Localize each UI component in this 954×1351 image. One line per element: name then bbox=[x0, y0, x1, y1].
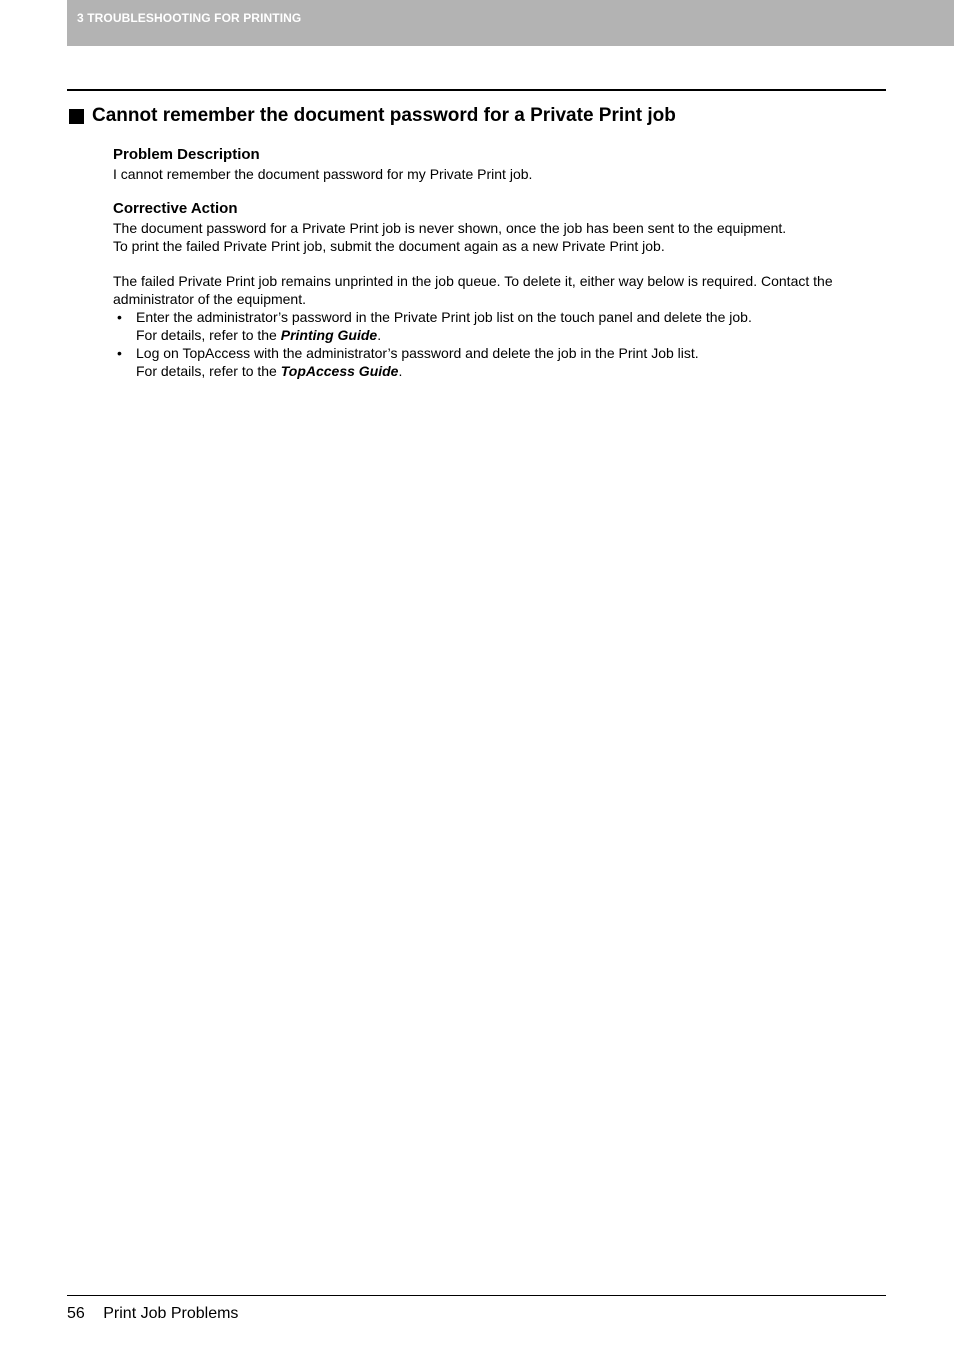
action-bullet-list bbox=[113, 308, 873, 380]
problem-text: I cannot remember the document password for my Private Print job. bbox=[113, 166, 533, 182]
square-bullet-icon bbox=[69, 109, 84, 124]
spacer bbox=[113, 255, 873, 272]
reference-suffix: . bbox=[398, 363, 403, 379]
problem-heading: Problem Description bbox=[113, 146, 260, 163]
list-item bbox=[113, 344, 873, 380]
spacer bbox=[113, 183, 873, 199]
action-paragraph-2: The failed Private Print job remains unprinted in the job queue. To delete it, either way below is required. Contact the administrator of the equipment. bbox=[113, 273, 833, 307]
action-heading: Corrective Action bbox=[113, 200, 238, 217]
action-line-1: The document password for a Private Print job is never shown, once the job has been sent to the equipment. bbox=[113, 220, 787, 236]
chapter-title: 3 TROUBLESHOOTING FOR PRINTING bbox=[77, 11, 302, 25]
reference-prefix: For details, refer to the bbox=[136, 327, 281, 343]
bullet-text: Log on TopAccess with the administrator’s password and delete the job in the Print Job list. bbox=[136, 345, 699, 361]
reference-guide-title[interactable]: TopAccess Guide bbox=[280, 363, 399, 379]
reference-prefix: For details, refer to the bbox=[136, 363, 281, 379]
action-line-2: To print the failed Private Print job, submit the document again as a new Private Print job. bbox=[113, 238, 665, 254]
bullet-icon: • bbox=[117, 309, 122, 325]
bullet-reference bbox=[136, 326, 873, 344]
bullet-text: Enter the administrator’s password in the Private Print job list on the touch panel and delete the job. bbox=[136, 309, 752, 325]
chapter-header-bar bbox=[67, 0, 954, 46]
bullet-reference bbox=[136, 362, 873, 380]
title-rule bbox=[67, 89, 886, 91]
footer-rule bbox=[67, 1295, 886, 1296]
reference-guide-title[interactable]: Printing Guide bbox=[280, 327, 378, 343]
page-number: 56 bbox=[67, 1305, 85, 1322]
section-title-text: Cannot remember the document password for a Private Print job bbox=[92, 105, 676, 126]
bullet-icon: • bbox=[117, 345, 122, 361]
page-footer bbox=[67, 1304, 238, 1324]
footer-section-name: Print Job Problems bbox=[103, 1305, 239, 1322]
section-content bbox=[113, 145, 873, 380]
list-item bbox=[113, 308, 873, 344]
reference-suffix: . bbox=[377, 327, 382, 343]
section-title bbox=[67, 103, 886, 129]
